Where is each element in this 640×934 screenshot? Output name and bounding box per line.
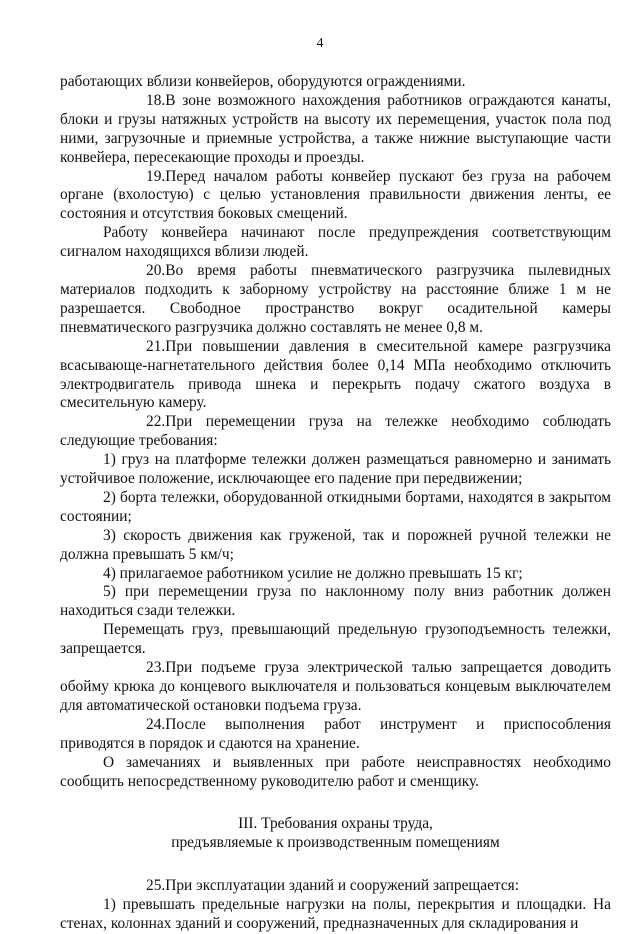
- item-number: 21.: [146, 337, 166, 355]
- section-heading-line1: III. Требования охраны труда,: [238, 815, 433, 833]
- paragraph: О замечаниях и выявленных при работе неисправностях необходимо сообщить непосредственному руководителю работ и сменщику.: [60, 753, 611, 790]
- paragraph: Перемещать груз, превышающий предельную грузоподъемность тележки, запрещается.: [60, 621, 611, 658]
- paragraph: работающих вблизи конвейеров, оборудуются ограждениями.: [60, 73, 466, 90]
- section-heading-line2: предъявляемые к производственным помещениям: [171, 834, 500, 852]
- list-item: 4) прилагаемое работником усилие не должно превышать 15 кг;: [103, 564, 523, 582]
- paragraph-25: 25.При эксплуатации зданий и сооружений запрещается:: [60, 877, 611, 896]
- paragraph-19: 19.Перед началом работы конвейер пускают без груза на рабочем органе (вхолостую) с целью установления правильности движения ленты, ее состояния и отсутствия боковых смещений.: [60, 167, 611, 223]
- item-number: 18.: [146, 91, 166, 109]
- paragraph-21: 21.При повышении давления в смесительной камере разгрузчика всасывающе-нагнетательного действия более 0,14 МПа необходимо отключить электродвигатель привода шнека и перекрыть подачу сжатого воздуха в смесительную камеру.: [60, 337, 611, 412]
- item-number: 25.: [146, 877, 166, 895]
- paragraph-24: 24.После выполнения работ инструмент и приспособления приводятся в порядок и сдаются на хранение.: [60, 715, 611, 752]
- item-number: 22.: [146, 413, 166, 431]
- item-number: 24.: [146, 715, 166, 733]
- paragraph-22: 22.При перемещении груза на тележке необходимо соблюдать следующие требования:: [60, 413, 611, 450]
- section-heading: [60, 815, 611, 853]
- item-number: 19.: [146, 167, 166, 185]
- paragraph: Работу конвейера начинают после предупреждения соответствующим сигналом находящихся вблизи людей.: [60, 224, 611, 261]
- list-item: 3) скорость движения как груженой, так и порожней ручной тележки не должна превышать 5 км/ч;: [60, 526, 611, 563]
- item-number: 20.: [146, 262, 166, 280]
- list-item: 5) при перемещении груза по наклонному полу вниз работник должен находиться сзади тележки.: [60, 583, 611, 620]
- document-body: [60, 73, 611, 934]
- page-number: 4: [316, 36, 324, 51]
- paragraph-18: 18.В зоне возможного нахождения работников ограждаются канаты, блоки и грузы натяжных устройств на высоту их перемещения, участок пола под ними, загрузочные и приемные устройства, а также нижние выступающие части конвейера, пересекающие проходы и проезды.: [60, 91, 611, 166]
- list-item: 1) груз на платформе тележки должен размещаться равномерно и занимать устойчивое положение, исключающее его падение при передвижении;: [60, 451, 611, 488]
- paragraph-20: 20.Во время работы пневматического разгрузчика пылевидных материалов подходить к заборному устройству на расстояние ближе 1 м не разрешается. Свободное пространство вокруг осадительной камеры пневматического разгрузчика должно составлять не менее 0,8 м.: [60, 262, 611, 336]
- paragraph-23: 23.При подъеме груза электрической талью запрещается доводить обойму крюка до концевого выключателя и пользоваться концевым выключателем для автоматической остановки подъема груза.: [60, 659, 611, 714]
- list-item: 1) превышать предельные нагрузки на полы, перекрытия и площадки. На стенах, колоннах зданий и сооружений, предназначенных для складирования и: [60, 896, 611, 933]
- list-item: 2) борта тележки, оборудованной откидными бортами, находятся в закрытом состоянии;: [60, 488, 611, 525]
- item-number: 23.: [146, 659, 166, 677]
